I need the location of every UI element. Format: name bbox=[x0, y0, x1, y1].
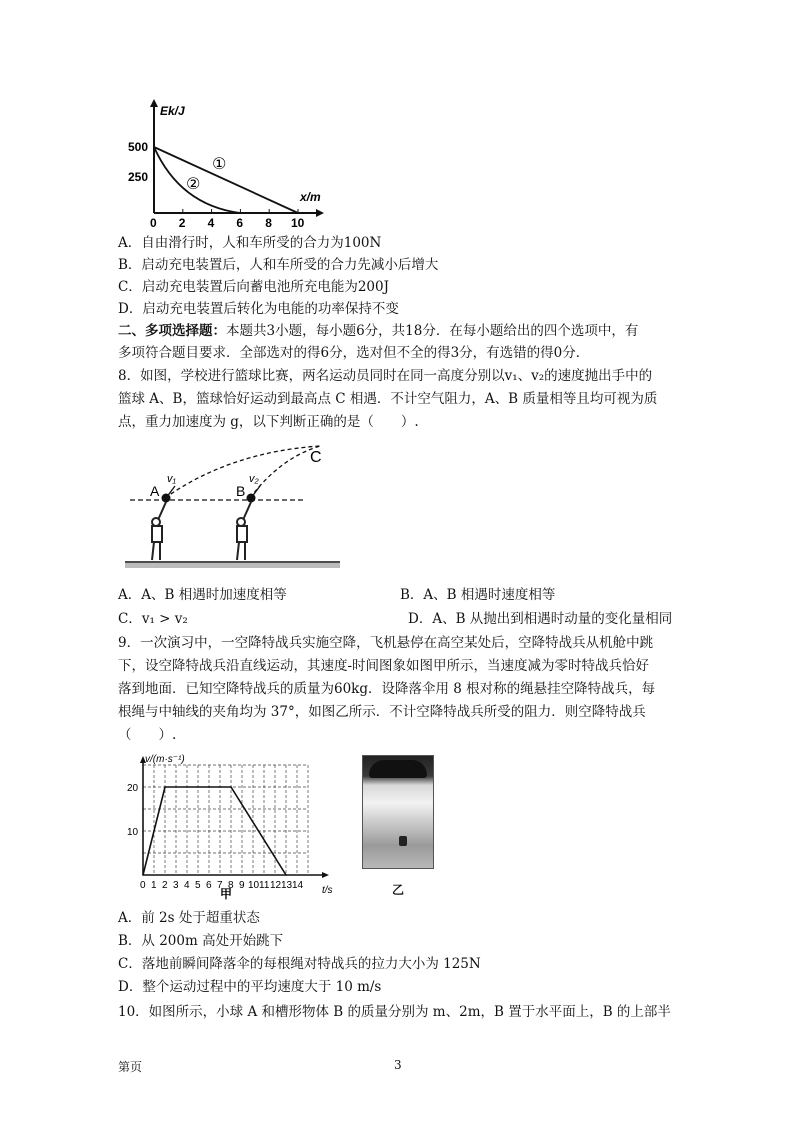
fig-jia-label: 甲 bbox=[220, 887, 233, 900]
vt-x-tick-label: 11 bbox=[259, 880, 270, 891]
ek-x-graph bbox=[120, 95, 340, 230]
q7-option-a: A．自由滑行时，人和车所受的合力为100N bbox=[118, 235, 382, 251]
vt-x-tick-label: 6 bbox=[206, 880, 212, 891]
vt-x-tick-label: 10 bbox=[248, 880, 260, 891]
x-tick-label: 10 bbox=[291, 216, 305, 230]
curve-1-label: ① bbox=[212, 156, 227, 173]
ground-hatch bbox=[125, 563, 340, 568]
q9-option-d: D．整个运动过程中的平均速度大于 10 m/s bbox=[118, 979, 382, 995]
vt-y-tick-label: 10 bbox=[127, 827, 139, 838]
section-2-intro bbox=[118, 321, 638, 341]
x-tick-label: 0 bbox=[150, 216, 157, 230]
q7-option-b: B．启动充电装置后，人和车所受的合力先减小后增大 bbox=[118, 257, 439, 273]
vt-x-tick-label: 5 bbox=[195, 880, 201, 891]
vt-x-tick-label: 4 bbox=[184, 880, 190, 891]
vt-y-tick-label: 20 bbox=[127, 783, 139, 794]
vt-x-tick-label: 13 bbox=[281, 880, 293, 891]
q9-option-b: B．从 200m 高处开始跳下 bbox=[118, 933, 284, 949]
vt-x-label: t/s bbox=[322, 885, 333, 896]
section-2-title: 二、多项选择题： bbox=[118, 323, 226, 339]
section-2-text-2: 多项符合题目要求．全部选对的得6分，选对但不全的得3分，有选错的得0分． bbox=[118, 345, 590, 361]
q7-option-d: D．启动充电装置后转化为电能的功率保持不变 bbox=[118, 301, 399, 317]
vt-x-tick-label: 12 bbox=[270, 880, 282, 891]
player-a bbox=[152, 502, 166, 560]
curve-2-label: ② bbox=[186, 176, 201, 193]
paratrooper-figure bbox=[399, 836, 407, 846]
q9-stem-2: 下，设空降特战兵沿直线运动，其速度-时间图象如图甲所示，当速度减为零时特战兵恰好 bbox=[118, 658, 650, 674]
point-c-label: C bbox=[310, 449, 322, 466]
x-tick-label: 4 bbox=[207, 216, 215, 230]
basketball-figure bbox=[120, 440, 345, 575]
section-2-text: 本题共3小题，每小题6分，共18分．在每小题给出的四个选项中，有 bbox=[226, 323, 639, 339]
q8-stem-1: 8．如图，学校进行篮球比赛，两名运动员同时在同一高度分别以v₁、v₂的速度抛出手中的 bbox=[118, 368, 653, 384]
player-b bbox=[237, 502, 251, 560]
vt-x-axis-arrow bbox=[322, 872, 329, 878]
v2-label: v₂ bbox=[249, 473, 259, 485]
v1-label: v₁ bbox=[167, 473, 176, 485]
q9-stem-1: 9．一次演习中，一空降特战兵实施空降，飞机悬停在高空某处后，空降特战兵从机舱中跳 bbox=[118, 635, 654, 651]
fig-yi-label: 乙 bbox=[392, 883, 405, 897]
vt-x-tick-label: 1 bbox=[151, 880, 157, 891]
x-axis-label: x/m bbox=[300, 190, 321, 204]
q8-stem-3: 点，重力加速度为 g，以下判断正确的是（ ）. bbox=[118, 414, 419, 430]
vt-x-tick-label: 2 bbox=[162, 880, 168, 891]
q9-option-a: A．前 2s 处于超重状态 bbox=[118, 910, 260, 926]
q8-stem-2: 篮球 A、B，篮球恰好运动到最高点 C 相遇．不计空气阻力，A、B 质量相等且均可视为质 bbox=[118, 391, 658, 407]
vt-x-tick-label: 0 bbox=[140, 880, 146, 891]
q9-stem-4: 根绳与中轴线的夹角均为 37°，如图乙所示．不计空降特战兵所受的阻力．则空降特战兵 bbox=[118, 704, 646, 720]
q7-option-c: C．启动充电装置后向蓄电池所充电能为200J bbox=[118, 279, 390, 295]
q10-stem-1: 10．如图所示，小球 A 和槽形物体 B 的质量分别为 m、2m，B 置于水平面上，B 的上部半 bbox=[118, 1004, 671, 1020]
y-axis-arrow bbox=[150, 99, 158, 107]
x-tick-label: 6 bbox=[236, 216, 244, 230]
q8-option-a: A．A、B 相遇时加速度相等 bbox=[118, 587, 287, 603]
y-axis-label: Ek/J bbox=[160, 104, 185, 118]
q8-option-b: B．A、B 相遇时速度相等 bbox=[400, 587, 556, 603]
parachute-photo bbox=[362, 755, 434, 869]
vt-x-tick-label: 7 bbox=[217, 880, 223, 891]
vt-x-tick-label: 3 bbox=[173, 880, 179, 891]
ball-a-label: A bbox=[150, 483, 160, 499]
q9-option-c: C．落地前瞬间降落伞的每根绳对特战兵的拉力大小为 125N bbox=[118, 956, 481, 972]
ball-b-label: B bbox=[236, 483, 246, 499]
q9-stem-5: （ ）. bbox=[118, 727, 177, 743]
vt-x-tick-label: 14 bbox=[292, 880, 304, 891]
footer-left: 第页 bbox=[118, 1060, 143, 1074]
x-tick-label: 2 bbox=[178, 216, 186, 230]
x-axis-arrow bbox=[316, 209, 324, 217]
x-tick-label: 8 bbox=[265, 216, 272, 230]
parachute-canopy-shape bbox=[369, 760, 427, 778]
v2-arrow bbox=[251, 486, 260, 498]
y-tick-label: 500 bbox=[128, 140, 149, 154]
vt-x-tick-label: 8 bbox=[228, 880, 234, 891]
vt-y-label: v/(m·s⁻¹) bbox=[145, 754, 185, 765]
q8-option-d: D．A、B 从抛出到相遇时动量的变化量相同 bbox=[408, 611, 673, 627]
page-number: 3 bbox=[394, 1058, 402, 1072]
y-tick-label: 250 bbox=[128, 170, 149, 184]
q9-stem-3: 落到地面．已知空降特战兵的质量为60kg．设降落伞用 8 根对称的绳悬挂空降特战兵，每 bbox=[118, 681, 656, 697]
q8-option-c: C．v₁ > v₂ bbox=[118, 611, 188, 627]
vt-x-tick-label: 9 bbox=[239, 880, 245, 891]
velocity-time-chart bbox=[125, 750, 355, 900]
